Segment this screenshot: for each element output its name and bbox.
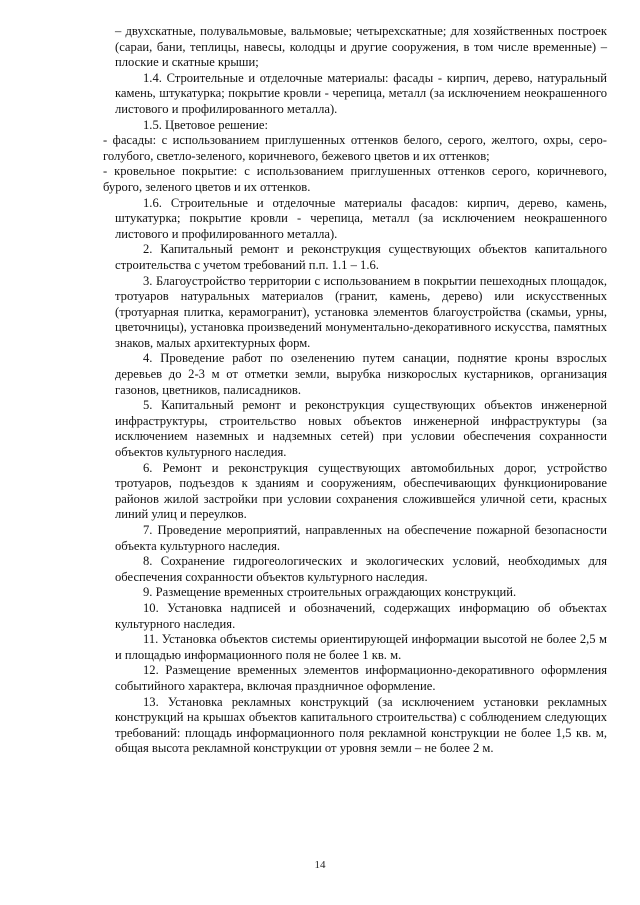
paragraph-roof-colors: - кровельное покрытие: с использованием приглушенных оттенков серого, коричневого, бурого, зеленого цветов и их оттенков. xyxy=(103,164,607,194)
document-body xyxy=(103,24,607,757)
paragraph-11: 11. Установка объектов системы ориентирующей информации высотой не более 2,5 м и площадью информационного поля не более 1 кв. м. xyxy=(115,632,607,662)
paragraph-6: 6. Ремонт и реконструкция существующих автомобильных дорог, устройство тротуаров, подъездов к зданиям и сооружениям, обеспечивающих функционирование районов жилой застройки при условии сохранения сложившейся уличной сети, красных линий улиц и переулков. xyxy=(115,460,607,522)
paragraph-1-5: 1.5. Цветовое решение: xyxy=(143,117,269,132)
paragraph-facades-colors: - фасады: с использованием приглушенных оттенков белого, серого, желтого, охры, серо-голубого, светло-зеленого, коричневого, бежевого цветов и их оттенков; xyxy=(103,133,607,163)
paragraph-9: 9. Размещение временных строительных ограждающих конструкций. xyxy=(143,585,517,600)
paragraph-2: 2. Капитальный ремонт и реконструкция существующих объектов капитального строительства с учетом требований п.п. 1.1 – 1.6. xyxy=(115,242,607,272)
paragraph-1-4: 1.4. Строительные и отделочные материалы: фасады - кирпич, дерево, натуральный камень, штукатурка; покрытие кровли - черепица, металл (за исключением неокрашенного листового и профилированного металла). xyxy=(115,70,607,116)
paragraph-4: 4. Проведение работ по озеленению путем санации, поднятие кроны взрослых деревьев до 2-3 м от отметки земли, вырубка низкорослых кустарников, организация газонов, цветников, палисадников. xyxy=(115,351,607,397)
paragraph-7: 7. Проведение мероприятий, направленных на обеспечение пожарной безопасности объекта культурного наследия. xyxy=(115,523,607,553)
paragraph-1-6: 1.6. Строительные и отделочные материалы фасадов: кирпич, дерево, камень, штукатурка; покрытие кровли - черепица, металл (за исключением неокрашенного листового и профилированного металла). xyxy=(115,195,607,241)
paragraph-12: 12. Размещение временных элементов информационно-декоративного оформления событийного характера, включая праздничное оформление. xyxy=(115,663,607,693)
page-number: 14 xyxy=(314,859,326,871)
paragraph-3: 3. Благоустройство территории с использованием в покрытии пешеходных площадок, тротуаров натуральных материалов (гранит, камень, дерево) или искусственных (тротуарная плитка, керамогранит), установка элементов благоустройства (скамьи, урны, цветочницы), установка произведений монументально-декоративного искусства, памятных знаков, малых архитектурных форм. xyxy=(115,273,607,350)
paragraph-roof-types: – двухскатные, полувальмовые, вальмовые; четырехскатные; для хозяйственных построек (сараи, бани, теплицы, навесы, колодцы и другие сооружения, в том числе временные) – плоские и скатные крыши; xyxy=(115,24,607,70)
paragraph-8: 8. Сохранение гидрогеологических и экологических условий, необходимых для обеспечения сохранности объектов культурного наследия. xyxy=(115,554,607,584)
paragraph-5: 5. Капитальный ремонт и реконструкция существующих объектов инженерной инфраструктуры, строительство новых объектов инженерной инфраструктуры (за исключением наземных и надземных сетей) при условии обеспечения сохранности объектов культурного наследия. xyxy=(115,398,607,460)
paragraph-13: 13. Установка рекламных конструкций (за исключением установки рекламных конструкций на крышах объектов капитального строительства) с соблюдением следующих требований: площадь информационного поля рекламной конструкции не более 1,5 кв. м, общая высота рекламной конструкции от уровня земли – не более 2 м. xyxy=(115,694,607,756)
paragraph-10: 10. Установка надписей и обозначений, содержащих информацию об объектах культурного наследия. xyxy=(115,600,607,631)
